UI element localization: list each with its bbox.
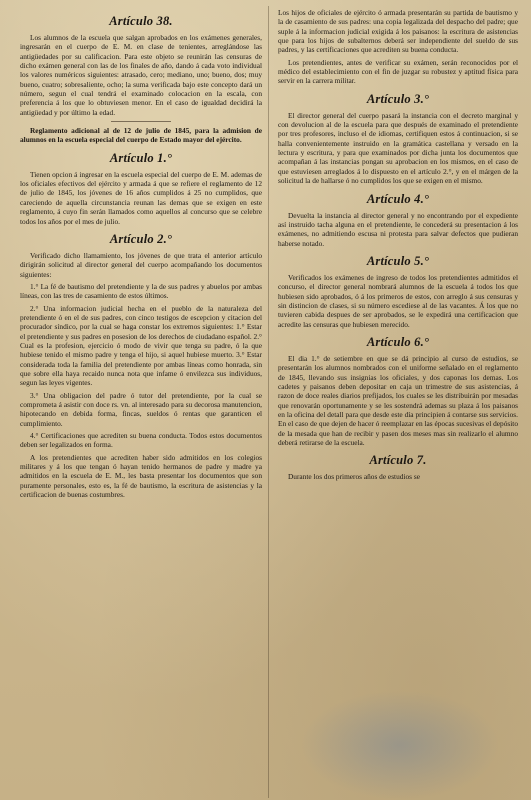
heading-article-3: Artículo 3.° <box>366 91 430 106</box>
column-divider <box>268 6 269 798</box>
heading-article-6: Artículo 6.° <box>366 334 430 349</box>
right-column <box>278 8 518 485</box>
paragraph-continuation: Los hijos de oficiales de ejército ó armada presentarán su partida de bautismo y la de casamiento de sus padres: una copia legalizada del despacho del padre; que suple á la informacion judicial exigida á los paisanos: la escritura de asistencias que para los hijos de subalternos deberá ser independiente del sueldo de sus padres, y las certificaciones que acrediten su buena conducta. <box>278 8 518 55</box>
paragraph-article-2-item-3: 3.° Una obligacion del padre ó tutor del pretendiente, por la cual se comprometa á asistir con doce rs. vn. al interesado para su decorosa manutencion, hipotecando en debida forma, fincas, sueldos ó rentas que garanticen el cumplimiento. <box>20 390 262 428</box>
paragraph-article-2-item-4: 4.° Certificaciones que acrediten su buena conducta. Todos estos documentos deben ser legalizados en forma. <box>20 431 262 450</box>
heading-article-7: Artículo 7. <box>369 453 427 468</box>
left-column <box>20 8 262 502</box>
paragraph-article-2-item-5: A los pretendientes que acrediten haber sido admitidos en los colegios militares y á los que tengan ó hayan tenido hermanos de padre y madre ya admitidos en la escuela de E. M., les basta presentar los documentos que son puramente personales, esto es, la fé de bautismo, la escritura de asistencias y la certificacion de buenas costumbres. <box>20 452 262 500</box>
heading-article-1: Artículo 1.° <box>109 150 173 165</box>
heading-article-5: Artículo 5.° <box>366 253 430 268</box>
paragraph-article-6: El dia 1.° de setiembre en que se dá principio al curso de estudios, se presentarán los alumnos nombrados con el uniforme señalado en el reglamento de 1845, llevando sus insignias los oficiales, y dos caponas los demas. Los cadetes y paisanos deben depositar en caja un trimestre de sus asistencias, á razon de doce reales diarios prefijados, los cuales se les distribuirán por mesadas que renovarán oportunamente y se les sostendrá ademas su plaza á los paisanos en la oficina del detall para que desde este día principien á contarse sus servicios. En el caso de que dejen de hacer ó reemplazar en las épocas sucesivas el depósito de la mesada que han de recibir y pasen dos meses mas sin realizarlo el alumno deberá retirarse de la escuela. <box>278 353 518 448</box>
paragraph-article-4: Devuelta la instancia al director general y no encontrando por el expediente así instruido tacha alguna en el pretendiente, le concederá su presentacion á los exámenes, no admitiendo escusa ni protesta para salvar defectos que pudieran haberse notado. <box>278 210 518 248</box>
paragraph-article-3: El director general del cuerpo pasará la instancia con el decreto marginal y con devolucion al de la escuela para que después de examinado el pretendiente por tres profesores, incluso el de idiomas, certifiquen estos á continuacion, si se halla convenientemente instruido en la gramática castellana y versado en la lectura y escritura, y para que examinados por dicha junta los documentos que acompañan á las instancias pongan su aprobacion en los mismos, en el caso de que estuviesen arreglados á lo dispuesto en el artículo 2.°, y en el márgen de la solicitud la de hallarse ó no cumplidos los que se exigen en el mismo. <box>278 110 518 186</box>
paragraph-article-2-item-1: 1.° La fé de bautismo del pretendiente y la de sus padres y abuelos por ambas líneas, con las tres de casamiento de estos últimos. <box>20 281 262 301</box>
paragraph-article-1: Tienen opcion á ingresar en la escuela especial del cuerpo de E. M. ademas de los oficiales efectivos del ejército y armada á que se refiere el reglamento de 12 de julio de 1845, los jóvenes de 16 años cumplidos á 25 no cumplidos, que careciendo de aquella circunstancia reunan las demas que se exigen en este reglamento, á cuyo fin serán llamados como aquellos al concurso que se celebre todos los años por el mes de julio. <box>20 169 262 226</box>
paragraph-article-7: Durante los dos primeros años de estudios se <box>288 472 420 482</box>
heading-article-2: Artículo 2.° <box>109 231 173 246</box>
heading-article-4: Artículo 4.° <box>366 191 430 206</box>
paragraph-article-2-item-2: 2.° Una informacion judicial hecha en el pueblo de la naturaleza del pretendiente ó en el de sus padres, con cinco testigos de escepcion y citacion del procurador síndico, por la cual se haga constar los extremos siguientes: 1.° Estar el pretendiente y sus padres en posesion de los derechos de ciudadano español. 2.° Cual es la profesion, ejercicio ó modo de vivir que tenga su padre, ó la que hubiese tenido el mismo padre y tenga el hijo, si aquel hubiese muerto. 3.° Estar considerada toda la familia del pretendiente por ambas líneas como honrada, sin que sobre ella haya recaido nunca nota que infame ó envilezca sus individuos, segun las leyes vigentes. <box>20 303 262 388</box>
heading-article-38: Artículo 38. <box>109 14 173 28</box>
ink-stain <box>300 690 500 800</box>
section-rule <box>111 121 171 122</box>
paragraph-continuation-2: Los pretendientes, antes de verificar su exámen, serán reconocidos por el médico del establecimiento con el fin de juzgar su robustez y aptitud física para servir en la carrera militar. <box>278 57 518 86</box>
regulation-intro: Reglamento adicional al de 12 de julio de 1845, para la admision de alumnos en la escuela especial del cuerpo de Estado mayor del ejército. <box>20 126 262 145</box>
paragraph-article-38: Los alumnos de la escuela que salgan aprobados en los exámenes generales, ingresarán en el cuerpo de E. M. en clase de tenientes, arreglándose las antigüedades por su calificacion. Para este objeto se reunirán las censuras de dicho exámen general con las de los finales de año, dando á cada voto individual los valores numéricos siguientes: atrasado, cero; mediano, uno; bueno, dos; muy bueno, cuatro; sobresaliente, ocho; la suma verificada bajo este concepto dará un número, segun el cual tendrá el examinado colocacion en la escala, con preferencia á los que lo obtuviesen menor. En el caso de igualdad decidirá la antigüedad y por último la edad. <box>20 33 262 117</box>
paragraph-article-2-intro: Verificado dicho llamamiento, los jóvenes de que trata el anterior artículo dirigirán solicitud al director general del cuerpo acompañando los documentos siguientes: <box>20 250 262 279</box>
paragraph-article-5: Verificados los exámenes de ingreso de todos los pretendientes admitidos el concurso, el director general nombrará alumnos de la escuela á todos los que hubiesen sido aprobados, ó á los primeros de estos, con arreglo á sus censuras y sin distincion de clases, si su número escediese al de las vacantes. Á los que no tuvieren cabida despues de ser aprobados, se le expedirá una certificacion que acredite las censuras que hubiesen merecido. <box>278 272 518 329</box>
